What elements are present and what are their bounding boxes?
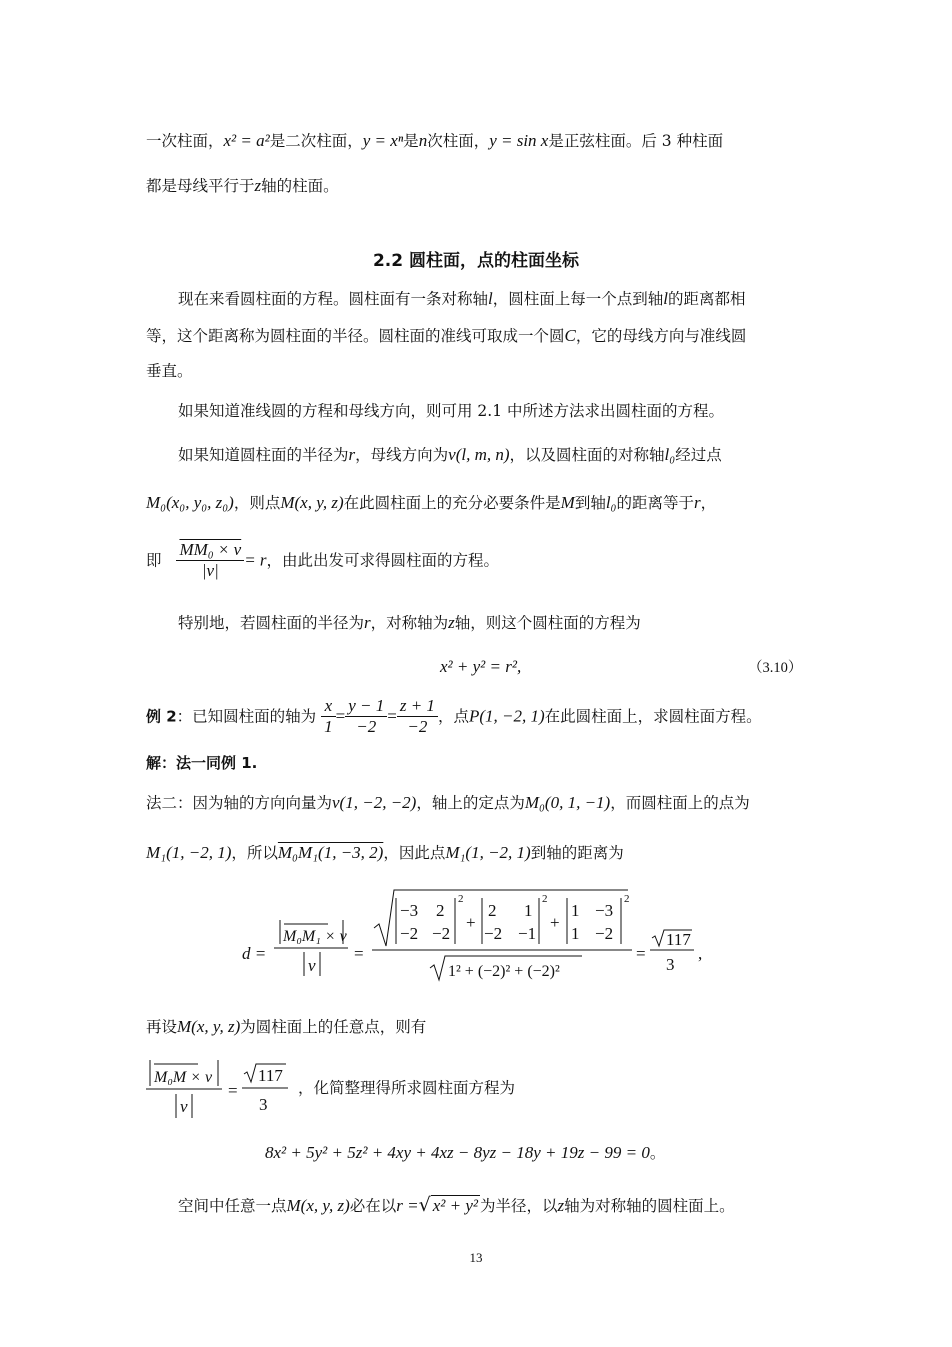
distance-fraction: [176, 540, 244, 581]
text: 轴为对称轴的圆柱面上。: [564, 1197, 735, 1215]
fraction-denominator: −2: [356, 717, 377, 736]
solution-line-2: [146, 842, 810, 864]
para2: 如果知道准线圆的方程和母线方向，则可用 2.1 中所述方法求出圆柱面的方程。: [178, 402, 725, 420]
math: r: [364, 613, 371, 632]
math: M₁(1, −2, 1): [445, 843, 531, 862]
det3-d: −2: [595, 924, 614, 943]
para4-line-1: [178, 612, 810, 634]
text: ，而圆柱面上的点为: [610, 794, 750, 812]
math: M(x, y, z): [177, 1017, 241, 1036]
text: 为圆柱面上的任意点，则有: [240, 1018, 427, 1036]
text: 等，这个距离称为圆柱面的半径。圆柱面的准线可取成一个圆: [146, 327, 565, 345]
result-denominator: 3: [666, 955, 675, 974]
text: ，因此点: [383, 844, 446, 862]
math: l₀: [605, 493, 617, 512]
text: 如果知道圆柱面的半径为: [178, 446, 349, 464]
text: 为半径，以: [480, 1197, 558, 1215]
final-equation: 8x² + 5y² + 5z² + 4xy + 4xz − 8yz − 18y + 19z − 99 = 0: [265, 1143, 650, 1162]
math: M₀(x₀, y₀, z₀): [146, 493, 234, 512]
fraction-denominator: −2: [407, 717, 428, 736]
det3-a: 1: [571, 901, 580, 920]
final-equation-line: [265, 1142, 745, 1164]
det1-square: 2: [458, 893, 464, 905]
math: n: [418, 131, 428, 150]
text: ，则点: [233, 494, 281, 512]
text: ，由此出发可求得圆柱面的方程。: [266, 551, 500, 570]
text: 的距离等于: [616, 494, 694, 512]
formula-bottom: 1² + (−2)² + (−2)²: [448, 963, 560, 980]
distance-formula: [236, 884, 716, 994]
equals-sign-1: =: [354, 944, 364, 963]
section-title: 2.2 圆柱面，点的柱面坐标: [372, 251, 580, 271]
fraction-denominator: |v|: [201, 561, 219, 580]
text: 到轴的距离为: [530, 844, 624, 862]
equals-sign: =: [228, 1081, 238, 1100]
det2-a: 2: [488, 901, 497, 920]
math: y = xⁿ: [362, 131, 404, 150]
text: 是: [403, 132, 419, 150]
solution-line-1: [146, 792, 810, 814]
text: ，轴上的定点为: [416, 794, 525, 812]
equation-3-10: x² + y² = r²,: [440, 657, 522, 676]
axis-fraction-y: [345, 696, 387, 737]
text: 空间中任意一点: [178, 1197, 287, 1215]
distance-fraction-general: [140, 1052, 300, 1122]
text: 经过点: [675, 446, 722, 464]
math: M(x, y, z): [280, 493, 344, 512]
sqrt-radicand: x² + y²: [432, 1196, 479, 1215]
text: 一次柱面，: [146, 132, 224, 150]
result-numerator: 117: [666, 930, 691, 949]
para3-line-3: [146, 540, 810, 581]
result-denominator: 3: [259, 1095, 268, 1114]
equation-number: （3.10）: [748, 660, 803, 676]
text: 次柱面，: [427, 132, 490, 150]
det2-square: 2: [542, 893, 548, 905]
math: z: [254, 176, 262, 195]
axis-fraction-x: [321, 696, 336, 737]
text: 。: [649, 1144, 666, 1162]
det1-d: −2: [432, 924, 451, 943]
text: 在此圆柱面上，求圆柱面方程。: [544, 707, 762, 726]
text: 是正弦柱面。后 3 种柱面: [548, 132, 724, 150]
para5-text: ，化简整理得所求圆柱面方程为: [298, 1079, 516, 1097]
intro-line-2: [146, 175, 810, 197]
det1-c: −2: [400, 924, 419, 943]
text: ，: [700, 494, 717, 512]
det1-a: −3: [400, 901, 419, 920]
det3-square: 2: [624, 893, 630, 905]
math: M(x, y, z): [286, 1196, 350, 1215]
text: 的距离都相: [668, 290, 746, 308]
math: l: [488, 289, 493, 308]
para1-line-3: [146, 360, 810, 382]
fraction-numerator: x: [321, 696, 336, 717]
text: 现在来看圆柱面的方程。圆柱面有一条对称轴: [178, 290, 489, 308]
math: y = sin x: [489, 131, 549, 150]
det1-b: 2: [436, 901, 445, 920]
math: = r: [244, 550, 267, 570]
math: z: [448, 613, 455, 632]
fraction-numerator: z + 1: [397, 696, 438, 717]
text: ，圆柱面上每一个点到轴: [492, 290, 664, 308]
solution-label: 解：法一同例 1.: [146, 754, 258, 772]
math: v(1, −2, −2): [332, 793, 417, 812]
intro-line-1: [146, 130, 810, 152]
math: r: [348, 445, 356, 464]
det2-b: 1: [524, 901, 533, 920]
text: 垂直。: [146, 362, 193, 380]
math: l: [663, 289, 668, 308]
det3-c: 1: [571, 924, 580, 943]
formula-denominator: v: [308, 956, 316, 975]
sqrt-sign: √: [418, 1194, 431, 1216]
plus-2: +: [550, 913, 560, 932]
plus-1: +: [466, 913, 476, 932]
text: 轴的柱面。: [261, 177, 339, 195]
text: 必在以: [349, 1197, 397, 1215]
axis-fraction-z: [397, 696, 438, 737]
text: ，它的母线方向与准线圆: [575, 327, 747, 345]
text: 都是母线平行于: [146, 177, 255, 195]
text: ，以及圆柱面的对称轴: [509, 446, 665, 464]
math: M₀M₁(1, −3, 2): [277, 843, 384, 862]
text: ：已知圆柱面的轴为: [176, 707, 317, 726]
para3-line-2: [146, 492, 810, 514]
example-label: 例 2: [146, 707, 177, 726]
fraction-denominator: 1: [324, 717, 333, 736]
text: ，母线方向为: [355, 446, 449, 464]
text: ，所以: [231, 844, 278, 862]
math: r =: [396, 1196, 419, 1215]
text: 是二次柱面，: [269, 132, 363, 150]
text: ，对称轴为: [370, 614, 449, 632]
math: r: [693, 493, 701, 512]
equals-sign-2: =: [636, 944, 646, 963]
para3-line-1: [178, 444, 810, 466]
text: 在此圆柱面上的充分必要条件是: [343, 494, 561, 512]
fraction-numerator: MM₀ × v: [176, 540, 244, 561]
math: C: [564, 326, 576, 345]
text: ，点: [437, 707, 469, 726]
text: 特别地，若圆柱面的半径为: [178, 614, 365, 632]
det2-d: −1: [518, 924, 537, 943]
fraction-numerator: M₀M × v: [154, 1069, 213, 1086]
para5-line-1: [146, 1016, 810, 1038]
text: 法二：因为轴的方向向量为: [146, 794, 333, 812]
det3-b: −3: [595, 901, 614, 920]
para1-line-2: [146, 325, 810, 347]
math: M₀(0, 1, −1): [524, 793, 611, 812]
formula-numerator: M₀M₁ × v: [283, 928, 347, 945]
math: z: [557, 1196, 565, 1215]
formula-lhs: d =: [242, 944, 267, 963]
fraction-numerator: y − 1: [345, 696, 387, 717]
result-numerator: 117: [258, 1066, 283, 1085]
det2-c: −2: [484, 924, 503, 943]
math: M: [560, 493, 575, 512]
para6: [178, 1192, 810, 1219]
math: l₀: [664, 445, 676, 464]
text: 即: [146, 551, 162, 570]
math: x² = a²: [223, 131, 270, 150]
math: P(1, −2, 1): [468, 706, 545, 726]
math: M₁(1, −2, 1): [146, 843, 232, 862]
math: v(l, m, n): [448, 445, 510, 464]
text: 再设: [146, 1018, 178, 1036]
page-number: 13: [469, 1250, 483, 1265]
formula-comma: ,: [698, 944, 703, 963]
text: 到轴: [574, 494, 606, 512]
example-2: 例 2：已知圆柱面的轴为 $\frac{x}{1}$ = $\frac{y - 1}{-2}$ = $\frac{z + 1}{-2}$ ，点P(1, −2, 1)在此圆柱面上，求圆柱面方程。: [146, 696, 762, 736]
para1-line-1: [178, 288, 810, 310]
fraction-denominator: v: [180, 1097, 188, 1116]
text: 轴，则这个圆柱面的方程为: [454, 614, 641, 632]
